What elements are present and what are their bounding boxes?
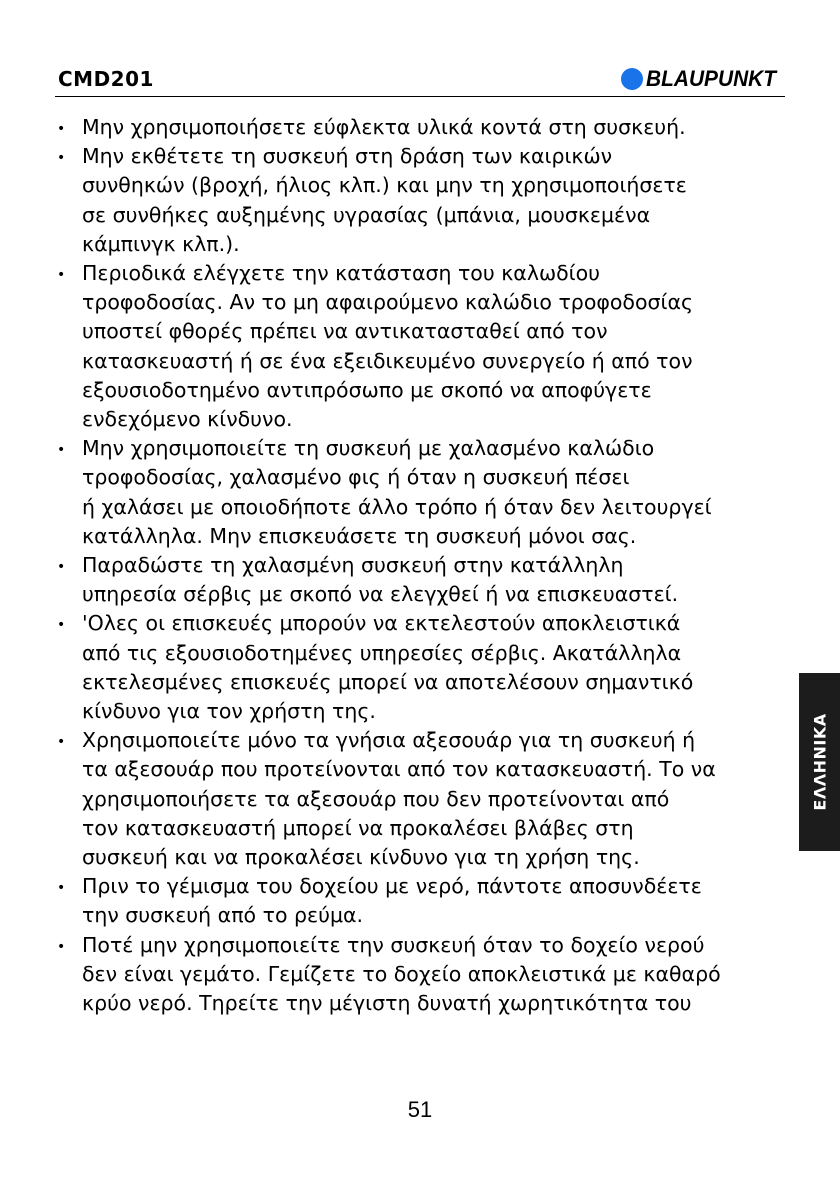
list-item [0, 726, 800, 872]
item-text-line: από τις εξουσιοδοτημένες υπηρεσίες σέρβις. Ακατάλληλα [82, 640, 682, 665]
item-text-line: ή χαλάσει με οποιοδήποτε άλλο τρόπο ή όταν δεν λειτουργεί [82, 494, 712, 519]
item-text-line: κρύο νερό. Τηρείτε την μέγιστη δυνατή χωρητικότητα του [82, 991, 692, 1016]
item-text-line: Περιοδικά ελέγχετε την κατάσταση του καλωδίου [82, 261, 601, 286]
bullet: • [57, 150, 66, 167]
item-text-line: υποστεί φθορές πρέπει να αντικατασταθεί από τον [82, 319, 608, 344]
page-number: 51 [407, 1097, 433, 1122]
item-text-line: Πριν το γέμισμα του δοχείου με νερό, πάντοτε αποσυνδέετε [82, 874, 702, 899]
item-text-line: 'Ολες οι επισκευές μπορούν να εκτελεστούν αποκλειστικά [82, 611, 681, 636]
bullet: • [57, 442, 66, 459]
item-text-line: Μην χρησιμοποιείτε τη συσκευή με χαλασμένο καλώδιο [82, 436, 655, 461]
list-item [0, 142, 800, 259]
page-header [55, 64, 785, 97]
bullet: • [57, 267, 66, 284]
safety-instructions-list [0, 113, 800, 1018]
item-text-line: δεν είναι γεμάτο. Γεμίζετε το δοχείο αποκλειστικά με καθαρό [82, 961, 721, 986]
brand-name: BLAUPUNKT [646, 66, 777, 91]
brand-logo [621, 66, 783, 92]
list-item [0, 113, 800, 142]
list-item [0, 259, 800, 434]
brand-dot-icon [621, 68, 643, 90]
item-text-line: κατασκευαστή ή σε ένα εξειδικευμένο συνεργείο ή από τον [82, 348, 693, 373]
list-item [0, 551, 800, 609]
item-text-line: κίνδυνο για τον χρήστη της. [82, 699, 376, 724]
item-text-line: τα αξεσουάρ που προτείνονται από τον κατασκευαστή. Το να [82, 757, 716, 782]
bullet: • [57, 938, 66, 955]
item-text-line: ενδεχόμενο κίνδυνο. [82, 407, 293, 432]
item-text-line: Μην εκθέτετε τη συσκευή στη δράση των καιρικών [82, 144, 613, 169]
item-text-line: συνθηκών (βροχή, ήλιος κλπ.) και μην τη χρησιμοποιήσετε [82, 173, 687, 198]
item-text-line: τροφοδοσίας. Αν το μη αφαιρούμενο καλώδιο τροφοδοσίας [82, 290, 693, 315]
item-text-line: κατάλληλα. Μην επισκευάσετε τη συσκευή μόνοι σας. [82, 523, 637, 548]
list-item [0, 872, 800, 930]
bullet: • [57, 121, 66, 137]
item-text-line: Χρησιμοποιείτε μόνο τα γνήσια αξεσουάρ για τη συσκευή ή [82, 728, 696, 753]
item-text-line: Μην χρησιμοποιήσετε εύφλεκτα υλικά κοντά στη συσκευή. [82, 115, 686, 139]
list-item [0, 931, 800, 1019]
bullet: • [57, 559, 66, 576]
model-name: CMD201 [58, 67, 154, 91]
item-text-line: κάμπινγκ κλπ.). [82, 231, 240, 256]
item-text-line: συσκευή και να προκαλέσει κίνδυνο για τη χρήση της. [82, 845, 640, 870]
language-side-tab [799, 673, 840, 851]
item-text-line: την συσκευή από το ρεύμα. [82, 903, 364, 928]
language-label: ΕΛΛΗΝΙΚΑ [810, 713, 829, 811]
item-text-line: τροφοδοσίας, χαλασμένο φις ή όταν η συσκευή πέσει [82, 465, 630, 490]
list-item [0, 609, 800, 726]
item-text-line: εκτελεσμένες επισκευές μπορεί να αποτελέσουν σημαντικό [82, 669, 694, 694]
bullet: • [57, 880, 66, 897]
item-text-line: Ποτέ μην χρησιμοποιείτε την συσκευή όταν το δοχείο νερού [82, 932, 705, 957]
bullet: • [57, 617, 66, 634]
item-text-line: Παραδώστε τη χαλασμένη συσκευή στην κατάλληλη [82, 553, 624, 578]
item-text-line: τον κατασκευαστή μπορεί να προκαλέσει βλάβες στη [82, 815, 634, 840]
item-text-line: υπηρεσία σέρβις με σκοπό να ελεγχθεί ή να επισκευαστεί. [82, 582, 679, 607]
list-item [0, 434, 800, 551]
item-text-line: χρησιμοποιήσετε τα αξεσουάρ που δεν προτείνονται από [82, 786, 670, 811]
item-text-line: σε συνθήκες αυξημένης υγρασίας (μπάνια, μουσκεμένα [82, 202, 651, 227]
bullet: • [57, 734, 66, 751]
item-text-line: εξουσιοδοτημένο αντιπρόσωπο με σκοπό να αποφύγετε [82, 377, 652, 402]
